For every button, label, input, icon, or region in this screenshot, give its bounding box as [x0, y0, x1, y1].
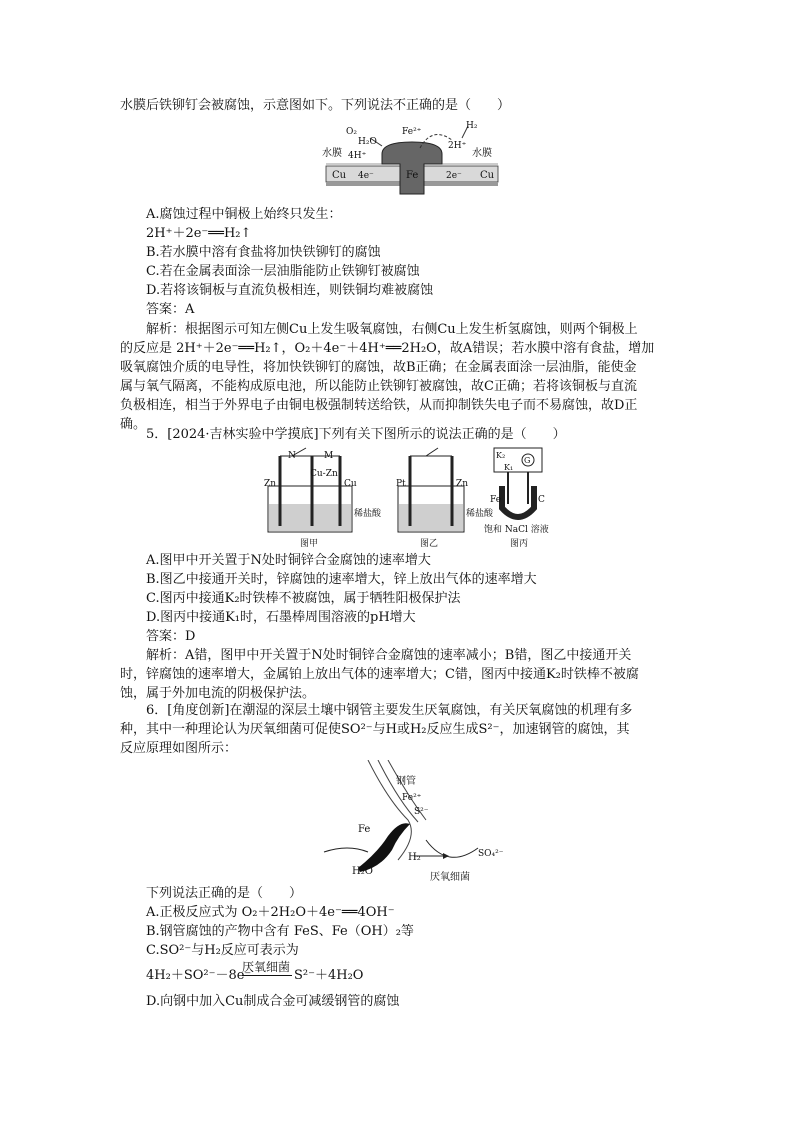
q6-c-reactants: 4H₂＋SO²⁻－8e⁻ — [146, 968, 252, 983]
h2-label: H₂ — [466, 121, 478, 131]
condition-arrow-line — [242, 975, 292, 976]
intro-text: 水膜后铁铆钉会被腐蚀，示意图如下。下列说法不正确的是（ ） — [120, 98, 511, 113]
pipe-label: 钢管 — [396, 776, 416, 787]
acid-label: 稀盐酸 — [354, 509, 382, 519]
q5-exp-line: 解析：A错，图甲中开关置于N处时铜锌合金腐蚀的速率减小；B错，图乙中接通开关 — [146, 648, 632, 663]
pt-label: Pt — [396, 479, 406, 489]
q5-option-b: B.图乙中接通开关时，锌腐蚀的速率增大，锌上放出气体的速率增大 — [146, 572, 537, 587]
o2-label: O₂ — [346, 127, 357, 137]
q4-option-c: C.若在金属表面涂一层油脂能防止铁铆钉被腐蚀 — [146, 264, 420, 279]
q6-option-a: A.正极反应式为 O₂＋2H₂O＋4e⁻══4OH⁻ — [146, 905, 395, 920]
s2-label: S²⁻ — [414, 807, 429, 817]
q6-stem-line: 6．[角度创新]在潮湿的深层土壤中钢管主要发生厌氧腐蚀，有关厌氧腐蚀的机理有多 — [146, 703, 633, 718]
switch-m-label: M — [324, 451, 334, 461]
switch-n-label: N — [288, 451, 296, 461]
acid-label-2: 稀盐酸 — [466, 509, 494, 519]
zn-label-2: Zn — [456, 479, 469, 489]
q5-answer: 答案：D — [146, 629, 196, 644]
c-label: C — [538, 495, 545, 505]
caption-c: 图丙 — [510, 539, 529, 549]
q6-stem-line: 种，其中一种理论认为厌氧细菌可促使SO²⁻与H或H₂反应生成S²⁻，加速钢管的腐蚀，其 — [120, 722, 630, 737]
q4-option-b: B.若水膜中溶有食盐将加快铁铆钉的腐蚀 — [146, 245, 381, 260]
q6-stem-line: 反应原理如图所示： — [120, 741, 238, 756]
h4-label: 4H⁺ — [348, 151, 367, 161]
q4-exp-line: 的反应是 2H⁺＋2e⁻══H₂↑，O₂＋4e⁻＋4H⁺══2H₂O，故A错误；若水膜中溶有食盐，增加 — [120, 341, 655, 356]
bacteria-label: 厌氧细菌 — [430, 872, 470, 883]
cu-label: Cu — [344, 479, 357, 489]
q4-answer: 答案：A — [146, 302, 195, 317]
zn-label: Zn — [264, 479, 277, 489]
q6-c-products: S²⁻＋4H₂O — [294, 968, 364, 983]
q4-exp-line: 负极相连，相当于外界电子由铜电极强制转送给铁，从而抑制铁失电子而不易腐蚀，故D正 — [120, 398, 638, 413]
fe2-label: Fe²⁺ — [402, 127, 422, 137]
h2o-label: H₂O — [358, 137, 377, 147]
fe-label-pipe: Fe — [358, 824, 371, 835]
cu-left-label: Cu — [332, 170, 347, 181]
h2o-label-pipe: H₂O — [352, 866, 373, 877]
e2-label: 2e⁻ — [446, 171, 462, 181]
solution-label: 饱和 NaCl 溶液 — [484, 525, 549, 535]
caption-b: 图乙 — [420, 539, 439, 549]
cu-right-label: Cu — [480, 170, 495, 181]
film-left-label: 水膜 — [322, 148, 342, 159]
q5-option-c: C.图丙中接通K₂时铁棒不被腐蚀，属于牺牲阳极保护法 — [146, 591, 461, 606]
e4-label: 4e⁻ — [358, 171, 374, 181]
k2-label: K₂ — [496, 451, 506, 460]
q5-option-d: D.图丙中接通K₁时，石墨棒周围溶液的pH增大 — [146, 610, 416, 625]
q4-exp-line: 吸氧腐蚀介质的电导性，将加快铁铆钉的腐蚀，故B正确；在金属表面涂一层油脂，能使金 — [120, 360, 637, 375]
cells-diagram — [262, 446, 572, 550]
q6-option-b: B.钢管腐蚀的产物中含有 FeS、Fe（OH）₂等 — [146, 924, 414, 939]
q5-option-a: A.图甲中开关置于N处时铜锌合金腐蚀的速率增大 — [146, 553, 431, 568]
q5-exp-line: 时，锌腐蚀的速率增大，金属铂上放出气体的速率增大；C错，图丙中接通K₂时铁棒不被腐 — [120, 667, 639, 682]
caption-a: 图甲 — [300, 539, 319, 549]
q4-option-a: A.腐蚀过程中铜极上始终只发生： — [146, 207, 342, 222]
film-right-label: 水膜 — [472, 148, 492, 159]
fe-label-c: Fe — [490, 495, 502, 505]
fe2-label-pipe: Fe²⁺ — [402, 793, 422, 803]
h2-label-pipe: H₂ — [408, 852, 421, 863]
q5-exp-line: 蚀，属于外加电流的阴极保护法。 — [120, 686, 316, 701]
h2p-label: 2H⁺ — [448, 141, 467, 151]
pipe-corrosion-diagram — [318, 760, 518, 884]
rivet-corrosion-diagram — [322, 118, 502, 202]
q6-c-condition: 厌氧细菌 — [242, 960, 291, 974]
so4-label: SO₄²⁻ — [478, 849, 504, 859]
q4-exp-line: 解析：根据图示可知左侧Cu上发生吸氧腐蚀，右侧Cu上发生析氢腐蚀，则两个铜极上 — [146, 322, 638, 337]
q4-exp-line: 确。 — [120, 417, 147, 432]
q6-option-c: C.SO²⁻与H₂反应可表示为 — [146, 943, 299, 958]
q4-option-a-eq: 2H⁺＋2e⁻══H₂↑ — [146, 226, 252, 241]
q6-option-d: D.向钢中加入Cu制成合金可减缓钢管的腐蚀 — [146, 994, 400, 1009]
q5-stem: 5．[2024·吉林实验中学摸底]下列有关下图所示的说法正确的是（ ） — [146, 427, 566, 442]
q6-ask: 下列说法正确的是（ ） — [146, 886, 303, 901]
fe-label: Fe — [406, 170, 419, 181]
cu-zn-label: Cu-Zn — [310, 469, 338, 479]
g-label: G — [524, 456, 531, 465]
k1-label: K₁ — [504, 463, 514, 472]
q4-exp-line: 属与氧气隔离，不能构成原电池，所以能防止铁铆钉被腐蚀，故C正确；若将该铜板与直流 — [120, 379, 637, 394]
q4-option-d: D.若将该铜板与直流负极相连，则铁铜均难被腐蚀 — [146, 283, 434, 298]
